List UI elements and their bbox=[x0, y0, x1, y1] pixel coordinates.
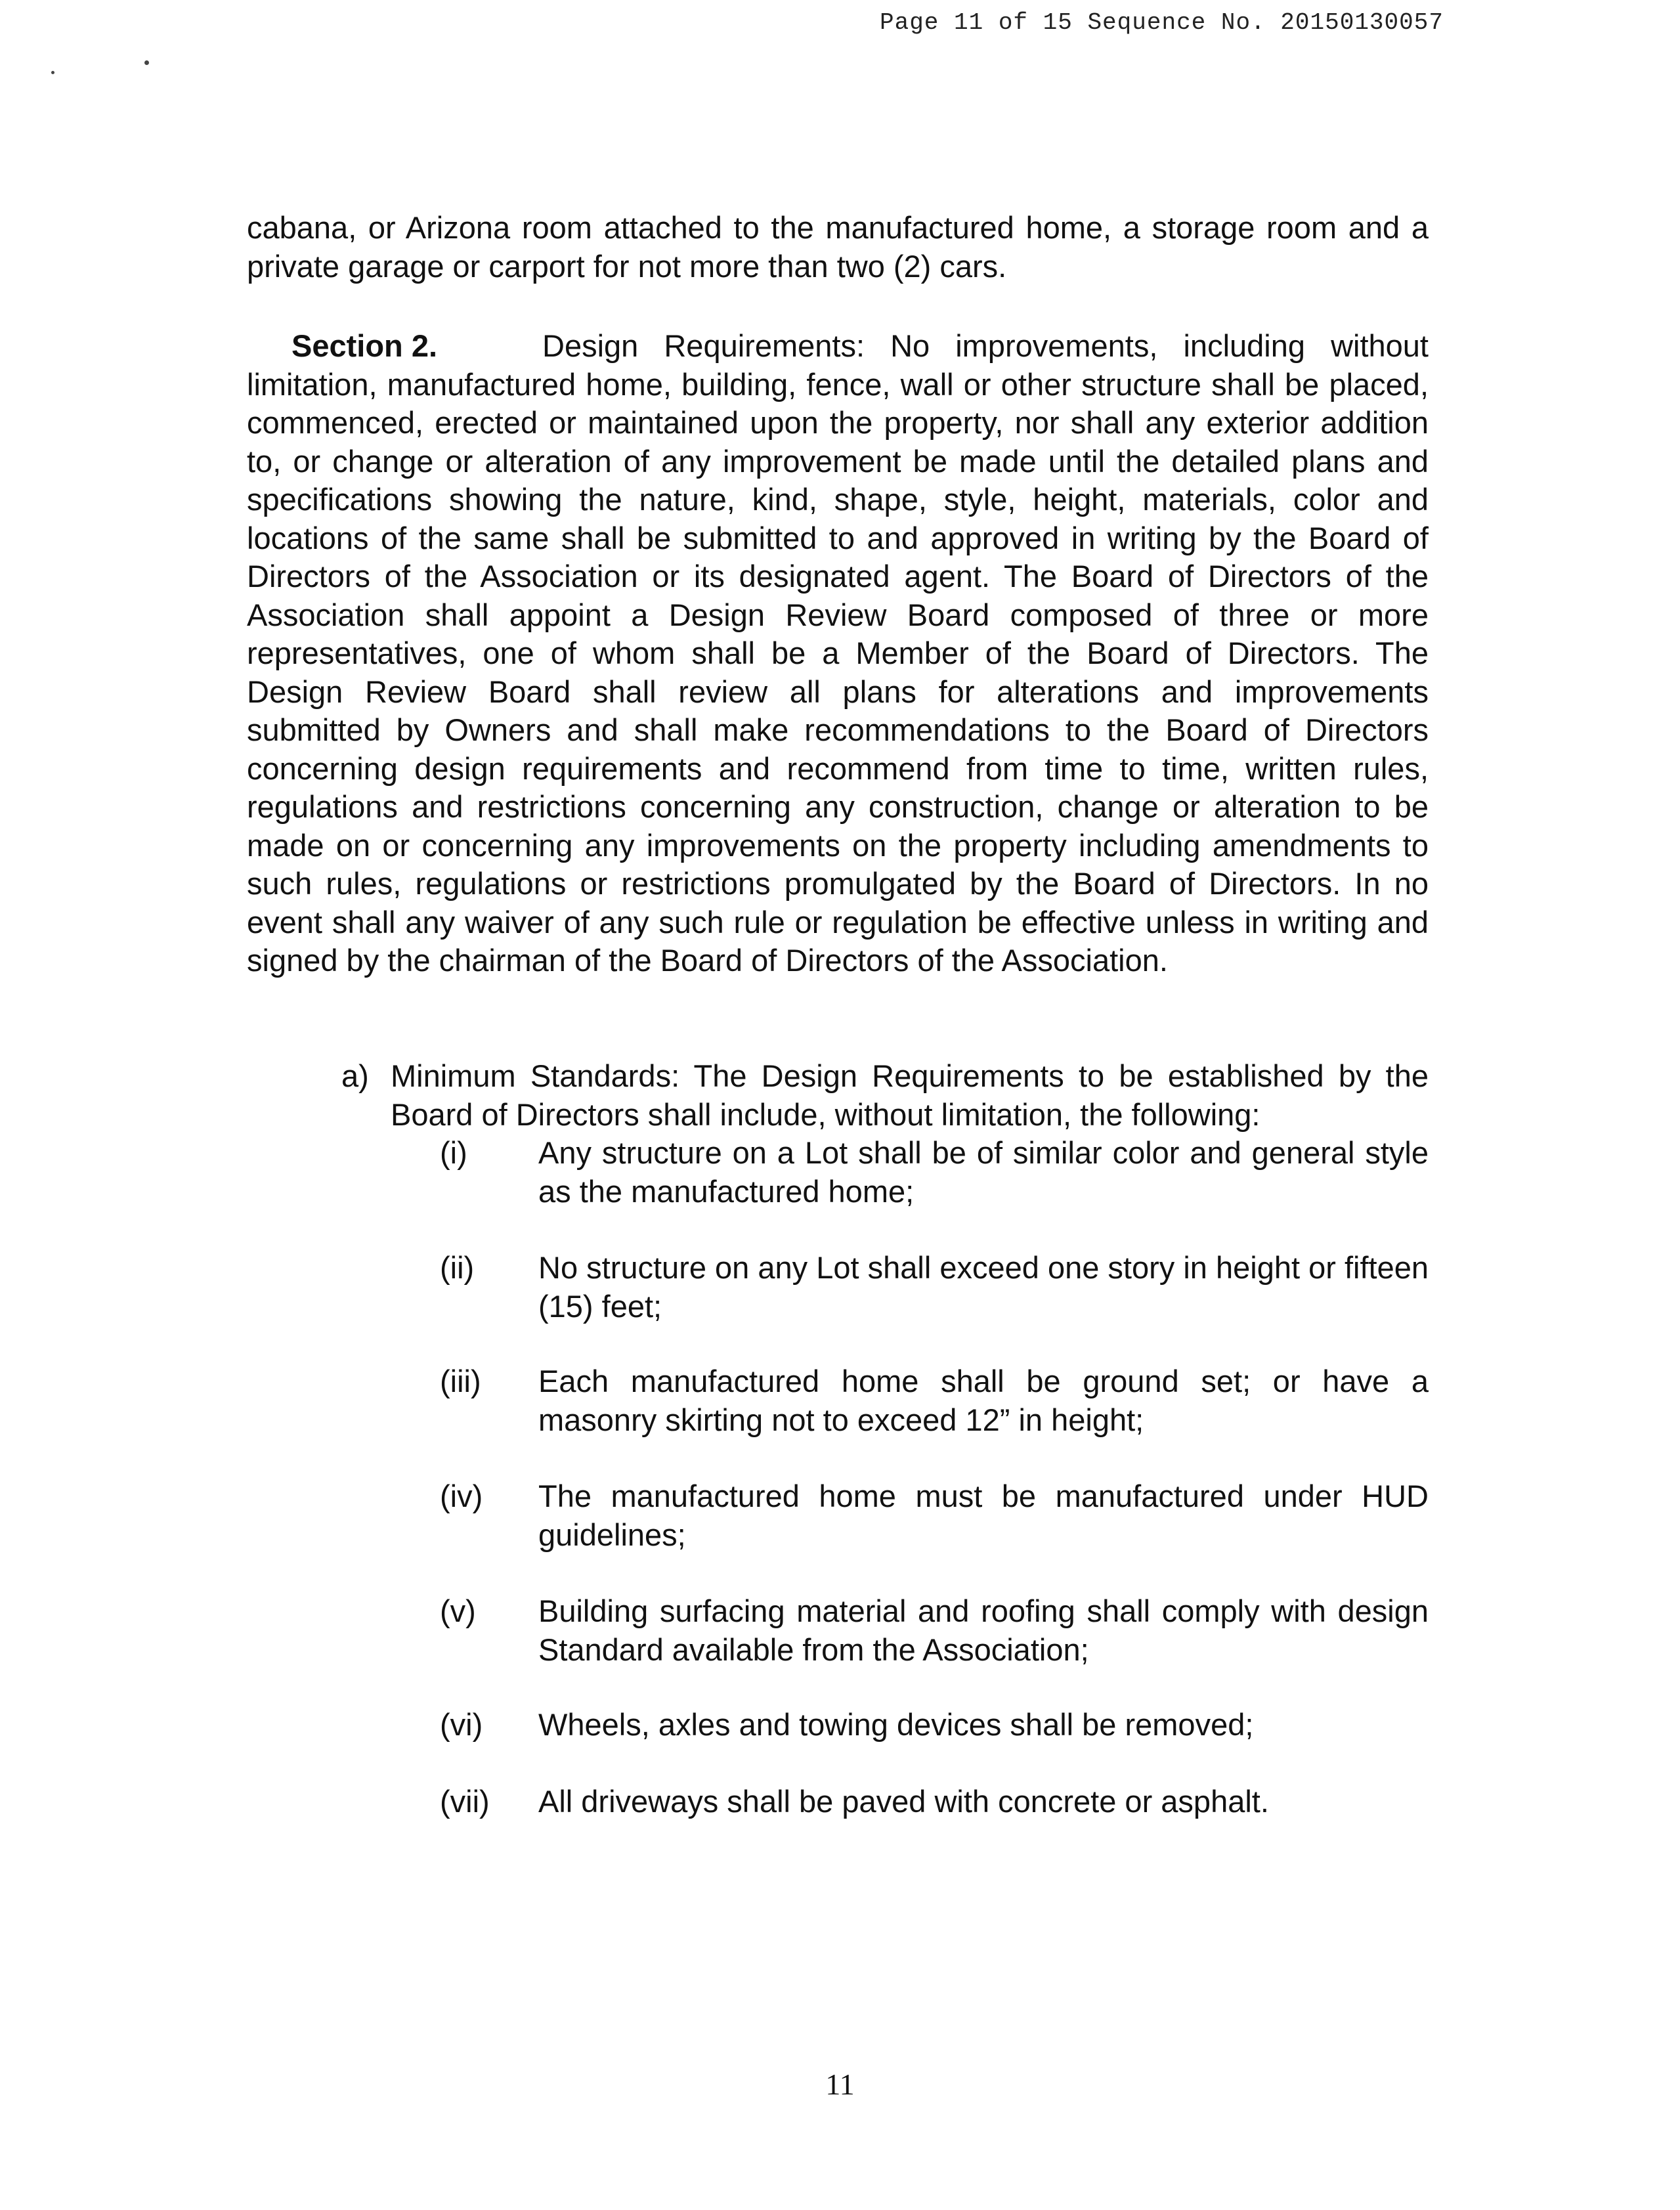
subsection-a-row bbox=[341, 1057, 1429, 1134]
subsection-a-marker: a) bbox=[341, 1058, 369, 1093]
intro-text: cabana, or Arizona room attached to the manufactured home, a storage room and a private garage or carport for not more than two (2) cars. bbox=[247, 210, 1429, 284]
list-item-marker: (v) bbox=[440, 1593, 476, 1628]
section-2 bbox=[247, 327, 1429, 980]
list-item-text: The manufactured home must be manufactured under HUD guidelines; bbox=[538, 1479, 1429, 1552]
page-number: 11 bbox=[825, 2068, 855, 2101]
section-2-paragraph bbox=[247, 327, 1429, 980]
list-item-text: Any structure on a Lot shall be of similar color and general style as the manufactured home; bbox=[538, 1135, 1429, 1209]
intro-paragraph bbox=[247, 209, 1429, 286]
list-item-marker: (i) bbox=[440, 1135, 467, 1170]
list-item bbox=[440, 1477, 1429, 1554]
section-label: Section 2. bbox=[291, 328, 438, 363]
list-item-marker: (vii) bbox=[440, 1784, 490, 1819]
recording-stamp: Page 11 of 15 Sequence No. 20150130057 bbox=[880, 9, 1444, 36]
list-item-marker: (vi) bbox=[440, 1707, 483, 1742]
list-item-marker: (ii) bbox=[440, 1250, 475, 1285]
scan-speck bbox=[51, 71, 54, 74]
list-item-text: All driveways shall be paved with concrete or asphalt. bbox=[538, 1784, 1269, 1819]
list-item-text: Building surfacing material and roofing shall comply with design Standard available from the Association; bbox=[538, 1593, 1429, 1667]
list-item-text: No structure on any Lot shall exceed one story in height or fifteen (15) feet; bbox=[538, 1250, 1429, 1324]
subsection-a bbox=[341, 1057, 1429, 1134]
list-item-marker: (iii) bbox=[440, 1364, 481, 1398]
list-item bbox=[440, 1706, 1429, 1744]
section-body: Design Requirements: No improvements, including without limitation, manufactured home, building, fence, wall or other structure shall be placed, commenced, erected or maintained upon the property, nor shall any exterior addition to, or change or alteration of any improvement be made until the detailed plans and specifications showing the nature, kind, shape, style, height, materials, color and locations of the same shall be submitted to and approved in writing by the Board of Directors of the Association or its designated agent. The Board of Directors of the Association shall appoint a Design Review Board composed of three or more representatives, one of whom shall be a Member of the Board of Directors. The Design Review Board shall review all plans for alterations and improvements submitted by Owners and shall make recommendations to the Board of Directors concerning design requirements and recommend from time to time, written rules, regulations and restrictions concerning any construction, change or alteration to be made on or concerning any improvements on the property including amendments to such rules, regulations or restrictions promulgated by the Board of Directors. In no event shall any waiver of any such rule or regulation be effective unless in writing and signed by the chairman of the Board of Directors of the Association. bbox=[247, 328, 1429, 978]
list-item bbox=[440, 1783, 1429, 1821]
list-item bbox=[440, 1362, 1429, 1439]
list-item bbox=[440, 1134, 1429, 1211]
list-item-text: Wheels, axles and towing devices shall be removed; bbox=[538, 1707, 1254, 1742]
list-item-marker: (iv) bbox=[440, 1479, 483, 1513]
list-item bbox=[440, 1592, 1429, 1669]
scan-speck bbox=[144, 60, 149, 65]
list-item bbox=[440, 1249, 1429, 1326]
list-item-text: Each manufactured home shall be ground set; or have a masonry skirting not to exceed 12” in height; bbox=[538, 1364, 1429, 1437]
subsection-a-text: Minimum Standards: The Design Requirements to be established by the Board of Directors shall include, without limitation, the following: bbox=[391, 1058, 1429, 1132]
